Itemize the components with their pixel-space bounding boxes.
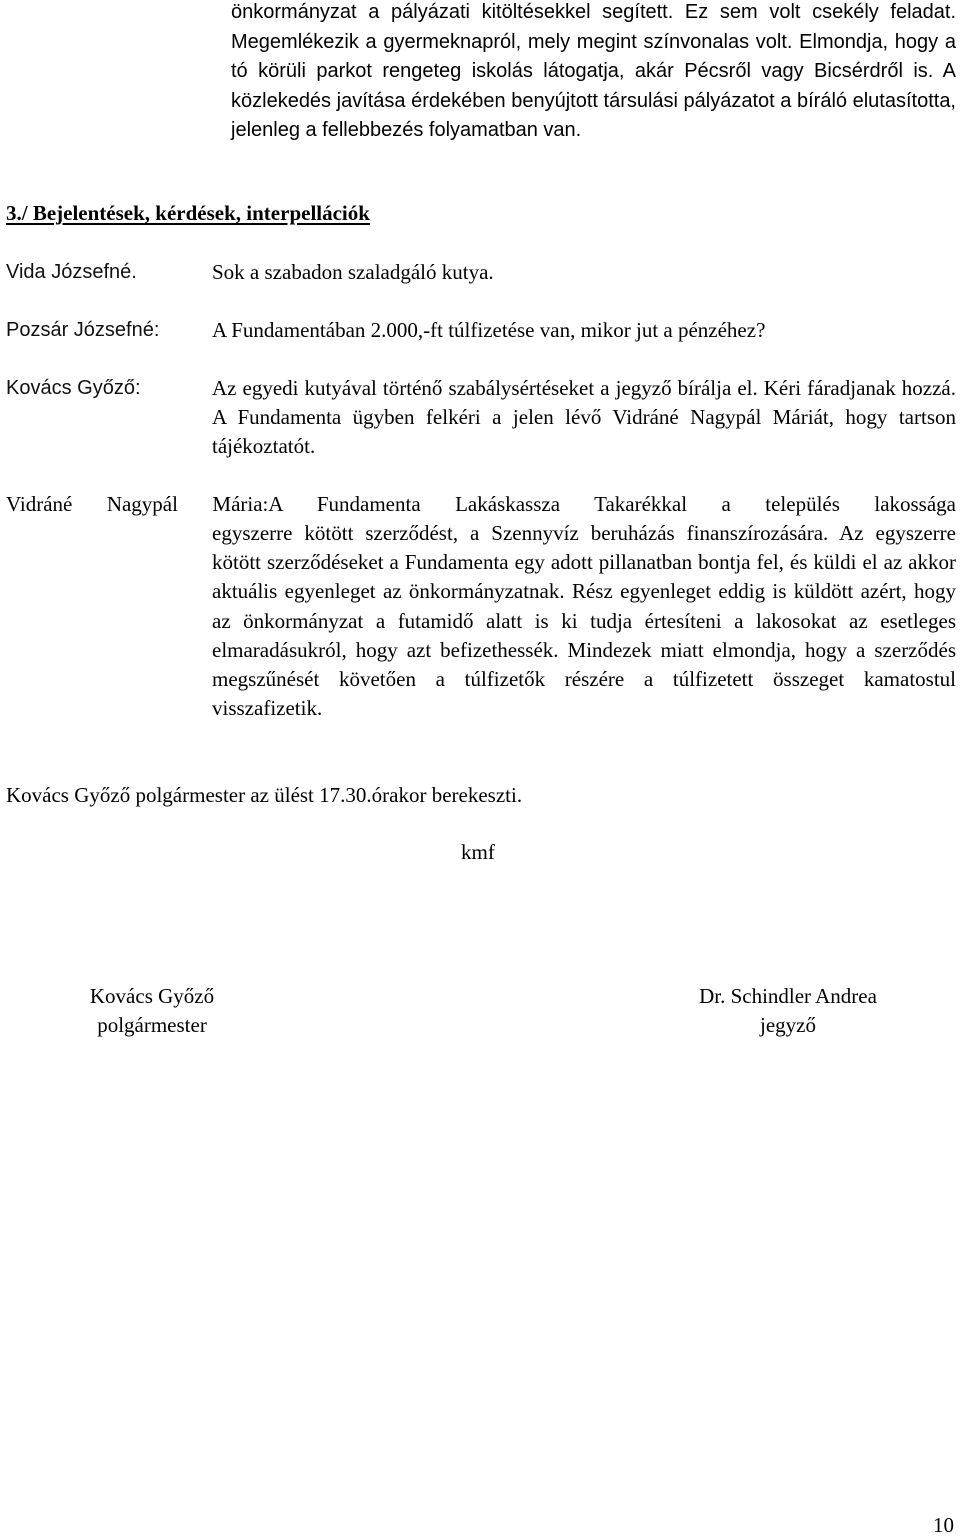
statement-pozsar: A Fundamentában 2.000,-ft túlfizetése van, mikor jut a pénzéhez? <box>212 318 766 342</box>
continuation-paragraph: önkormányzat a pályázati kitöltésekkel segített. Ez sem volt csekély feladat. Megemlékezik a gyermeknapról, mely megint színvonalas volt. Elmondja, hogy a tó körüli parkot rengeteg iskolás látogatja, akár Pécsről vagy Bicsérdről is. A közlekedés javítása érdekében benyújtott társulási pályázatot a bíráló elutasította, jelenleg a fellebbezés folyamatban van. <box>231 1 956 141</box>
page-number: 10 <box>933 1513 954 1537</box>
signature-notary-name: Dr. Schindler Andrea <box>699 984 877 1008</box>
section-heading: 3./ Bejelentések, kérdések, interpellációk <box>6 201 370 225</box>
statement-vidrane-first-line: Vidráné Nagypál Mária:A Fundamenta Lakáskassza Takarékkal a település lakossága <box>6 492 956 516</box>
kmf-label: kmf <box>461 840 495 864</box>
signature-mayor <box>60 982 244 1040</box>
signature-mayor-title: polgármester <box>97 1013 207 1037</box>
speaker-kovacs: Kovács Győző: <box>6 377 141 399</box>
statement-kovacs: Az egyedi kutyával történő szabálysértéseket a jegyző bírálja el. Kéri fáradjanak hozzá. A Fundamenta ügyben felkéri a jelen lévő Vidráné Nagypál Máriát, hogy tartson tájékoztatót. <box>212 376 956 458</box>
speaker-vida: Vida Józsefné. <box>6 261 137 283</box>
signature-notary <box>660 982 916 1040</box>
signature-mayor-name: Kovács Győző <box>89 984 215 1008</box>
closing-statement: Kovács Győző polgármester az ülést 17.30.órakor berekeszti. <box>6 783 523 807</box>
statement-vida: Sok a szabadon szaladgáló kutya. <box>212 260 494 284</box>
speaker-pozsar: Pozsár Józsefné: <box>6 319 160 341</box>
statement-vidrane-body: egyszerre kötött szerződést, a Szennyvíz beruházás finanszírozására. Az egyszerre kötött szerződéseket a Fundamenta egy adott pillanatban bontja fel, és küldi el az akkor aktuális egyenleget az önkormányzatnak. Rész egyenleget eddig is küldött azért, hogy az önkormányzat a futamidő alatt is ki tudja értesíteni a lakosokat az esetleges elmaradásukról, hogy azt befizethessék. Mindezek miatt elmondja, hogy a szerződés megszűnését követően a túlfizetők részére a túlfizetett összeget kamatostul visszafizetik. <box>212 521 956 721</box>
signature-notary-title: jegyző <box>760 1013 816 1037</box>
